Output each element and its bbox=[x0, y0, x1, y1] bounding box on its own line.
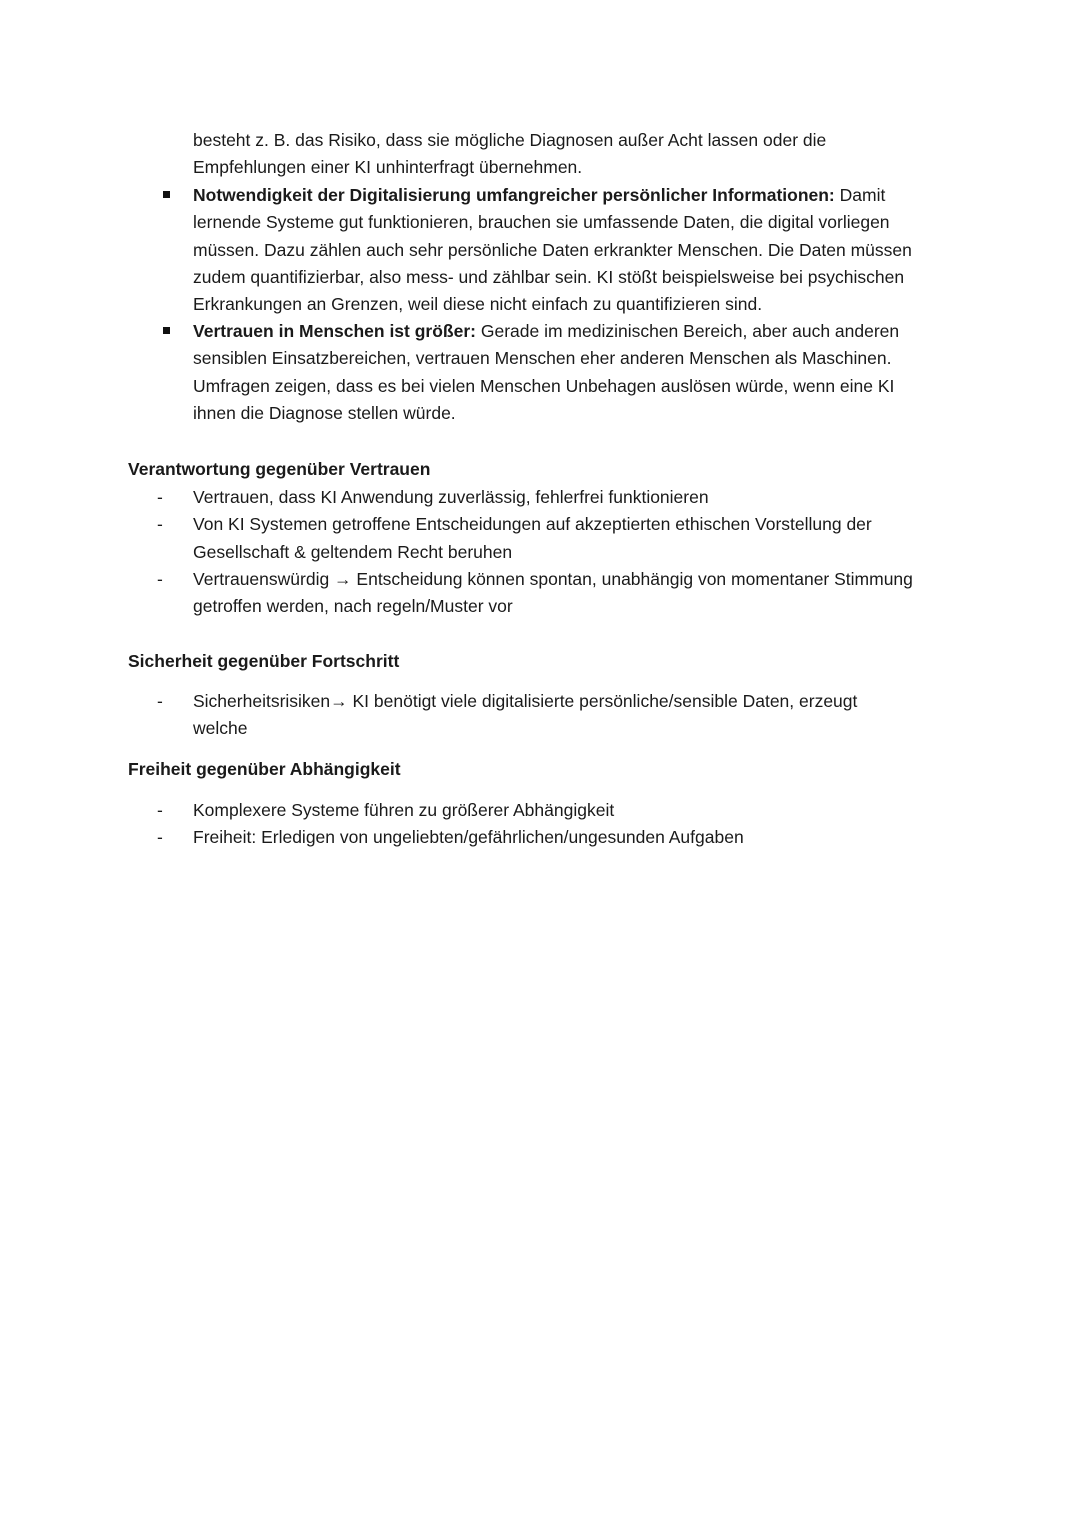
section-list bbox=[0, 484, 1080, 620]
bullet-item-vertrauen bbox=[0, 318, 1080, 427]
list-item-text: Sicherheitsrisiken→ KI benötigt viele digitalisierte persönliche/sensible Daten, erzeugt welche bbox=[193, 691, 858, 739]
list-item bbox=[0, 797, 1080, 824]
list-item-text: Komplexere Systeme führen zu größerer Abhängigkeit bbox=[193, 800, 615, 820]
list-item-text: Vertrauen, dass KI Anwendung zuverlässig, fehlerfrei funktionieren bbox=[193, 487, 709, 507]
section-list bbox=[0, 688, 1080, 743]
section-list bbox=[0, 797, 1080, 852]
bullet-text: Gerade im medizinischen Bereich, aber auch anderen sensiblen Einsatzbereichen, vertrauen Menschen eher anderen Menschen als Maschinen. Umfragen zeigen, dass es bei vielen Menschen Unbehagen auslösen würde, wenn eine KI ihnen die Diagnose stellen würde. bbox=[193, 321, 900, 423]
dash-marker: - bbox=[157, 691, 163, 711]
bullet-title: Vertrauen in Menschen ist größer: bbox=[193, 321, 476, 341]
dash-marker: - bbox=[157, 827, 163, 848]
dash-marker: - bbox=[157, 568, 163, 589]
dash-marker: - bbox=[157, 487, 163, 507]
bullet-text: Damit lernende Systeme gut funktionieren, brauchen sie umfassende Daten, die digital vorliegen müssen. Dazu zählen auch sehr persönliche Daten erkrankter Menschen. Die Daten müssen zudem quantifizierbar, also mess- und zählbar sein. KI stößt beispielsweise bei psychischen Erkrankungen an Grenzen, weil diese nicht einfach zu quantifizieren sind. bbox=[193, 185, 912, 315]
list-item bbox=[0, 511, 1080, 566]
continuation-text: besteht z. B. das Risiko, dass sie mögliche Diagnosen außer Acht lassen oder die Empfehlungen einer KI unhinterfragt übernehmen. bbox=[193, 130, 827, 178]
section-heading: Sicherheit gegenüber Fortschritt bbox=[128, 651, 400, 671]
list-item-text: Vertrauenswürdig → Entscheidung können spontan, unabhängig von momentaner Stimmung getroffen werden, nach regeln/Muster vor bbox=[193, 568, 913, 617]
dash-marker: - bbox=[157, 514, 163, 535]
list-item-text: Von KI Systemen getroffene Entscheidungen auf akzeptierten ethischen Vorstellung der Gesellschaft & geltendem Recht beruhen bbox=[193, 514, 872, 562]
list-item bbox=[0, 688, 1080, 743]
dash-marker: - bbox=[157, 800, 163, 820]
list-item bbox=[0, 566, 1080, 621]
square-bullet-icon bbox=[158, 182, 174, 209]
section-heading: Verantwortung gegenüber Vertrauen bbox=[128, 459, 431, 479]
section-heading: Freiheit gegenüber Abhängigkeit bbox=[128, 759, 401, 779]
bullet-title: Notwendigkeit der Digitalisierung umfangreicher persönlicher Informationen: bbox=[193, 185, 835, 205]
continuation-paragraph bbox=[0, 127, 1080, 182]
list-item bbox=[0, 484, 1080, 511]
list-item bbox=[0, 824, 1080, 851]
square-bullet-icon bbox=[158, 318, 174, 345]
bullet-item-digitalisierung bbox=[0, 182, 1080, 318]
list-item-text: Freiheit: Erledigen von ungeliebten/gefährlichen/ungesunden Aufgaben bbox=[193, 827, 744, 848]
